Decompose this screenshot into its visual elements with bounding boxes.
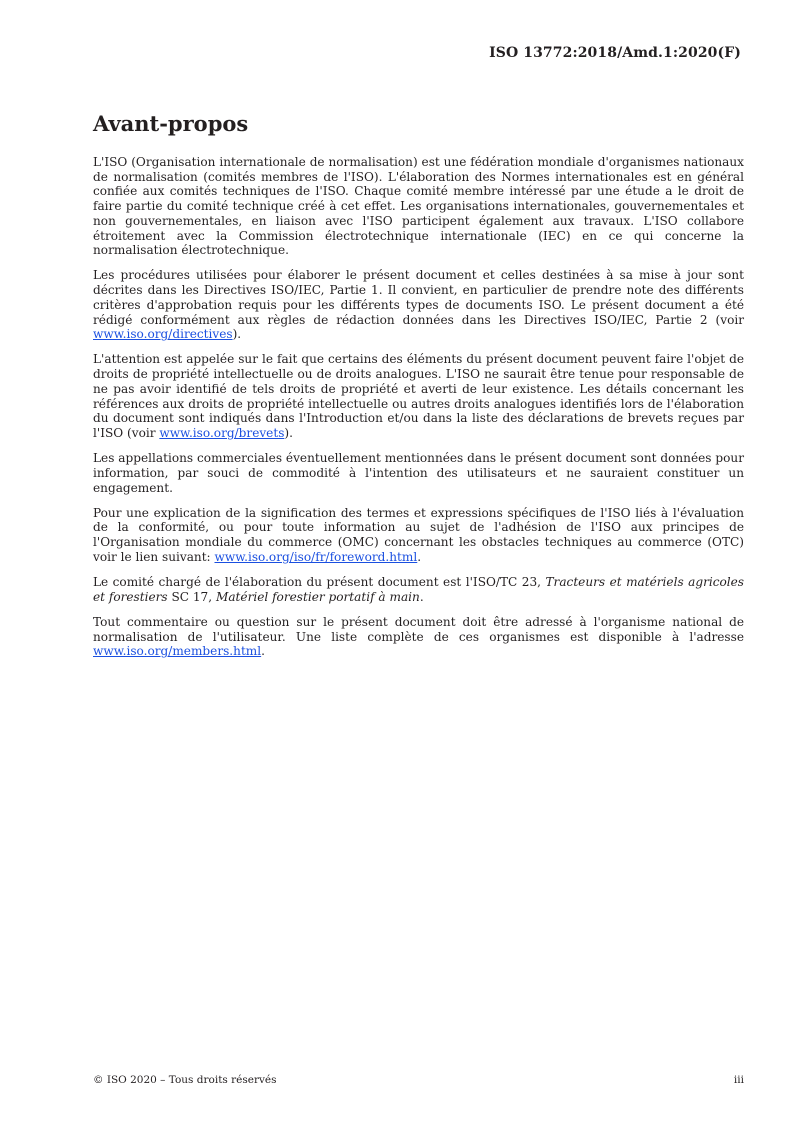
- paragraph-1: [93, 155, 744, 258]
- paragraph-4: [93, 451, 744, 495]
- paragraph-6-tail: .: [419, 589, 424, 604]
- paragraph-5-text: Pour une explication de la signification des termes et expressions spécifiques de l'ISO liés à l'évaluation de la conformité, ou pour toute information au sujet de l'adhésion de l'ISO aux principes de l'Organisation mondiale du commerce (OMC) concernant les obstacles techniques au commerce (OTC) voir le lien suivant:: [93, 505, 744, 564]
- paragraph-1-text: L'ISO (Organisation internationale de normalisation) est une fédération mondiale d'organismes nationaux de normalisation (comités membres de l'ISO). L'élaboration des Normes internationales est en général confiée aux comités techniques de l'ISO. Chaque comité membre intéressé par une étude a le droit de faire partie du comité technique créé à cet effet. Les organisations internationales, gouvernementales et non gouvernementales, en liaison avec l'ISO participent également aux travaux. L'ISO collabore étroitement avec la Commission électrotechnique internationale (IEC) en ce qui concerne la normalisation électrotechnique.: [93, 155, 744, 258]
- paragraph-2-tail: ).: [232, 327, 242, 342]
- page-number: iii: [733, 1074, 744, 1086]
- foreword-link[interactable]: www.iso.org/iso/fr/foreword.html: [214, 549, 418, 564]
- page-title: Avant-propos: [93, 111, 249, 136]
- foreword-body: [93, 155, 744, 670]
- paragraph-7-tail: .: [261, 644, 265, 659]
- paragraph-6-middle: SC 17,: [167, 589, 216, 604]
- paragraph-5-tail: .: [417, 549, 422, 564]
- paragraph-7-text: Tout commentaire ou question sur le présent document doit être adressé à l'organisme national de normalisation de l'utilisateur. Une liste complète de ces organismes est disponible à l'adresse: [93, 614, 744, 644]
- members-link[interactable]: www.iso.org/members.html: [93, 644, 262, 659]
- paragraph-3-tail: ).: [284, 425, 293, 440]
- directives-link[interactable]: www.iso.org/directives: [93, 327, 233, 342]
- committee-title: Tracteurs et matériels agricoles et forestiers: [93, 575, 745, 604]
- brevets-link[interactable]: www.iso.org/brevets: [159, 425, 285, 440]
- page-footer: [93, 1074, 744, 1086]
- paragraph-2: [93, 268, 744, 342]
- paragraph-6-text: Le comité chargé de l'élaboration du présent document est l'ISO/TC 23,: [93, 575, 546, 590]
- subcommittee-title: Matériel forestier portatif à main: [215, 589, 420, 604]
- paragraph-7: [93, 615, 744, 659]
- paragraph-2-text: Les procédures utilisées pour élaborer le présent document et celles destinées à sa mise à jour sont décrites dans les Directives ISO/IEC, Partie 1. Il convient, en particulier de prendre note des différents critères d'approbation requis pour les différents types de documents ISO. Le présent document a été rédigé conformément aux règles de rédaction données dans les Directives ISO/IEC, Partie 2 (voir: [93, 268, 744, 327]
- paragraph-4-text: Les appellations commerciales éventuellement mentionnées dans le présent document sont données pour information, par souci de commodité à l'intention des utilisateurs et ne sauraient constituer un engagement.: [93, 451, 744, 495]
- paragraph-5: [93, 506, 744, 565]
- copyright-notice: © ISO 2020 – Tous droits réservés: [93, 1074, 277, 1086]
- paragraph-3: [93, 352, 744, 440]
- paragraph-3-text: L'attention est appelée sur le fait que certains des éléments du présent document peuvent faire l'objet de droits de propriété intellectuelle ou de droits analogues. L'ISO ne saurait être tenue pour responsable de ne pas avoir identifié de tels droits de propriété et averti de leur existence. Les détails concernant les références aux droits de propriété intellectuelle ou autres droits analogues identifiés lors de l'élaboration du document sont indiqués dans l'Introduction et/ou dans la liste des déclarations de brevets reçues par l'ISO (voir: [93, 352, 744, 440]
- document-reference: ISO 13772:2018/Amd.1:2020(F): [489, 45, 741, 61]
- paragraph-6: [93, 575, 744, 604]
